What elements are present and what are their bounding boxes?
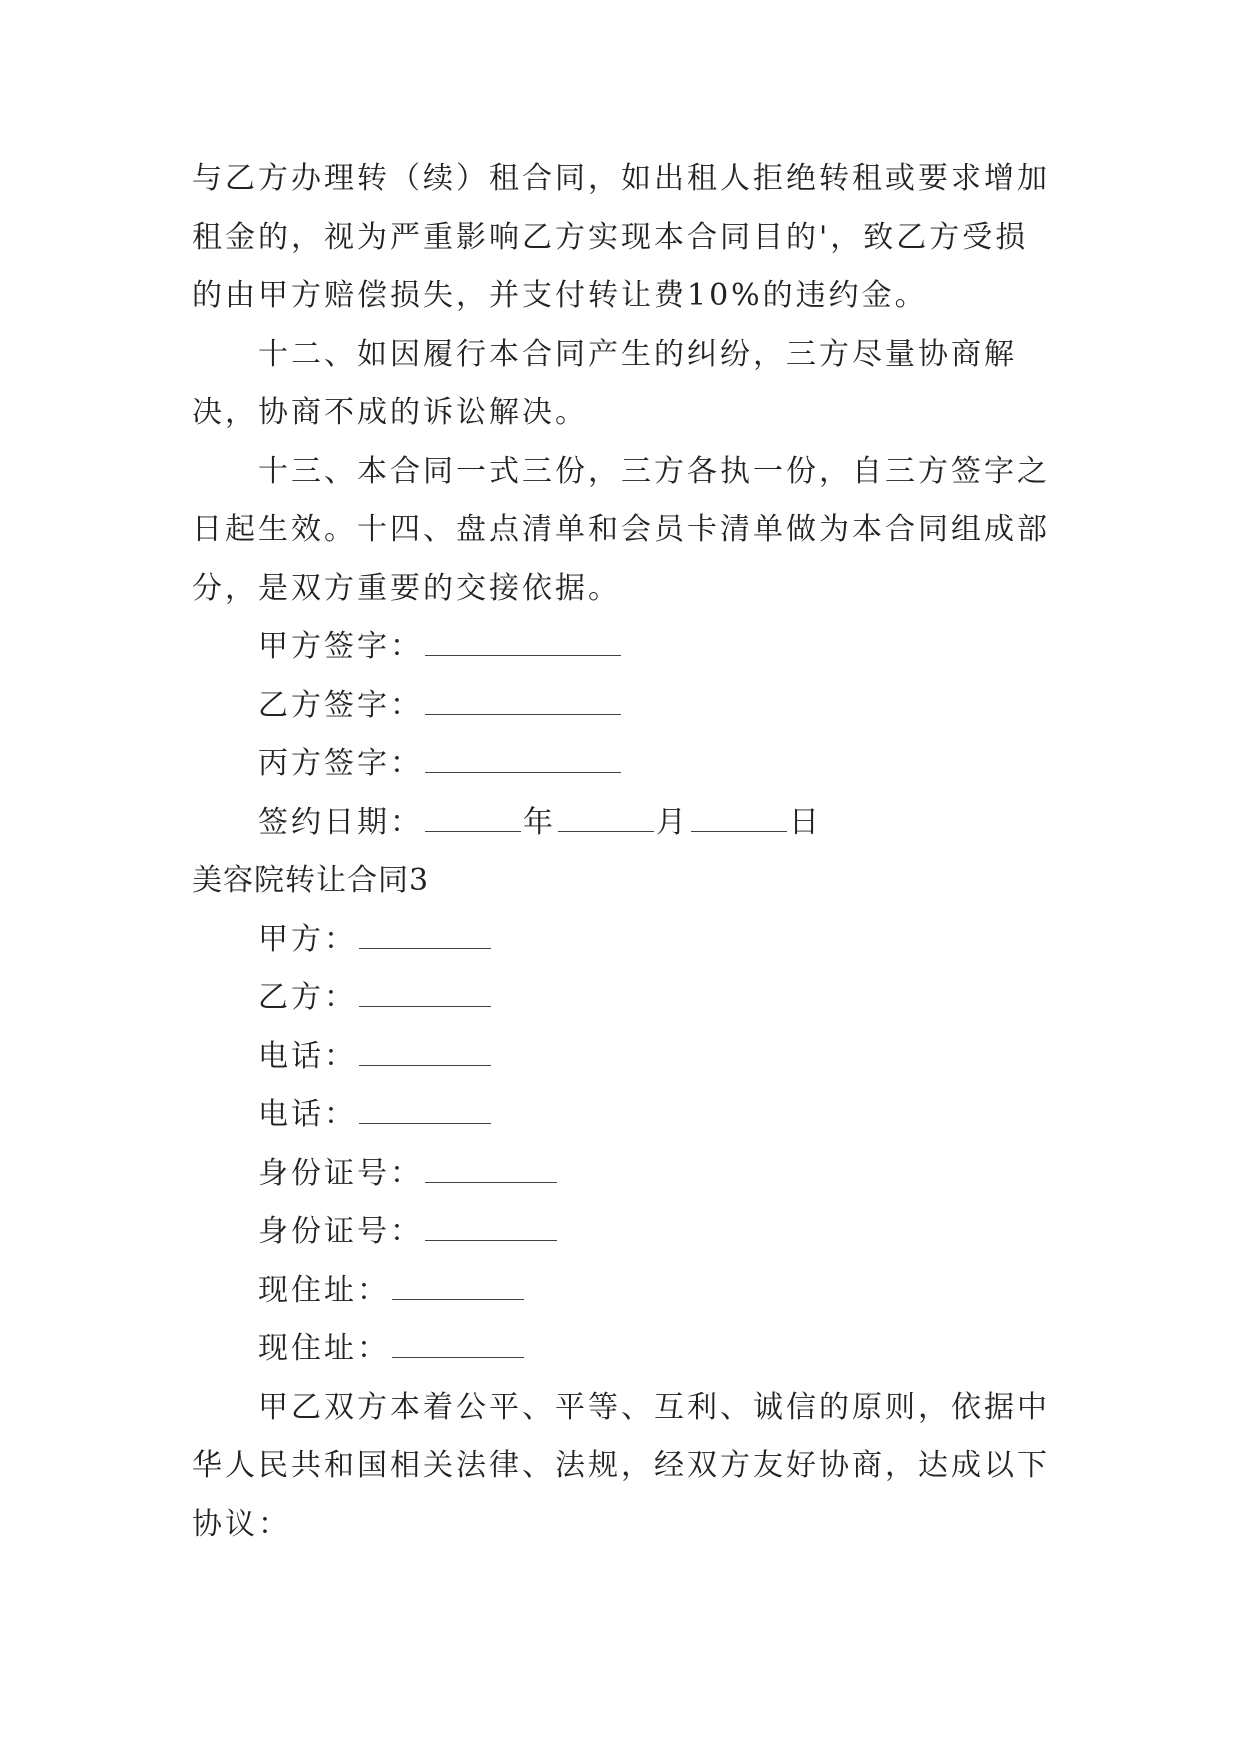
signing-year-label: 年	[523, 804, 556, 840]
field-address-2-blank[interactable]	[392, 1333, 524, 1358]
field-phone-1	[192, 1028, 1054, 1087]
signature-party-a-label: 甲方签字：	[258, 629, 423, 664]
field-address-1-label: 现住址：	[258, 1272, 390, 1308]
field-party-b-blank[interactable]	[359, 982, 491, 1007]
field-id-1-blank[interactable]	[425, 1158, 557, 1183]
signature-party-b-blank[interactable]	[425, 690, 621, 715]
paragraph-clause-thirteen: 十三、本合同一式三份，三方各执一份，自三方签字之日起生效。十四、盘点清单和会员卡清单做为本合同组成部分，是双方重要的交接依据。	[192, 453, 1050, 606]
signing-day-blank[interactable]	[691, 807, 787, 832]
signature-party-c-blank[interactable]	[425, 748, 621, 773]
signature-party-a-blank[interactable]	[425, 631, 621, 656]
field-phone-1-blank[interactable]	[359, 1041, 491, 1066]
field-id-2-label: 身份证号：	[258, 1214, 423, 1249]
signature-party-c	[192, 735, 1054, 794]
signing-date	[192, 794, 1054, 853]
signing-month-blank[interactable]	[558, 807, 654, 832]
signing-year-blank[interactable]	[425, 807, 521, 832]
signature-party-b-label: 乙方签字：	[258, 687, 423, 723]
field-address-2-label: 现住址：	[258, 1331, 390, 1366]
field-address-1	[192, 1262, 1054, 1321]
signing-day-label: 日	[789, 804, 822, 840]
field-id-1	[192, 1145, 1054, 1204]
signing-month-label: 月	[656, 804, 689, 840]
paragraph-agreement-intro: 甲乙双方本着公平、平等、互利、诚信的原则，依据中华人民共和国相关法律、法规，经双方友好协商，达成以下协议：	[192, 1389, 1050, 1542]
signing-date-label: 签约日期：	[258, 804, 423, 840]
field-party-b	[192, 969, 1054, 1028]
field-party-a	[192, 911, 1054, 970]
signature-party-b	[192, 677, 1054, 736]
signature-party-c-label: 丙方签字：	[258, 746, 423, 781]
field-party-b-label: 乙方：	[258, 980, 357, 1015]
field-phone-2-blank[interactable]	[359, 1099, 491, 1124]
field-party-a-label: 甲方：	[258, 921, 357, 957]
document-page	[192, 150, 1054, 1554]
field-id-1-label: 身份证号：	[258, 1155, 423, 1191]
field-id-2	[192, 1203, 1054, 1262]
section-title: 美容院转让合同3	[192, 863, 430, 898]
field-party-a-blank[interactable]	[359, 924, 491, 949]
field-phone-2	[192, 1086, 1054, 1145]
field-phone-2-label: 电话：	[258, 1097, 357, 1132]
field-phone-1-label: 电话：	[258, 1038, 357, 1074]
signature-party-a	[192, 618, 1054, 677]
field-address-1-blank[interactable]	[392, 1275, 524, 1300]
paragraph-clause-twelve: 十二、如因履行本合同产生的纠纷，三方尽量协商解决，协商不成的诉讼解决。	[192, 336, 1017, 430]
field-address-2	[192, 1320, 1054, 1379]
field-id-2-blank[interactable]	[425, 1216, 557, 1241]
paragraph-clause-eleven-continued: 与乙方办理转（续）租合同，如出租人拒绝转租或要求增加租金的，视为严重影响乙方实现本合同目的'，致乙方受损的由甲方赔偿损失，并支付转让费10%的违约金。	[192, 161, 1050, 313]
